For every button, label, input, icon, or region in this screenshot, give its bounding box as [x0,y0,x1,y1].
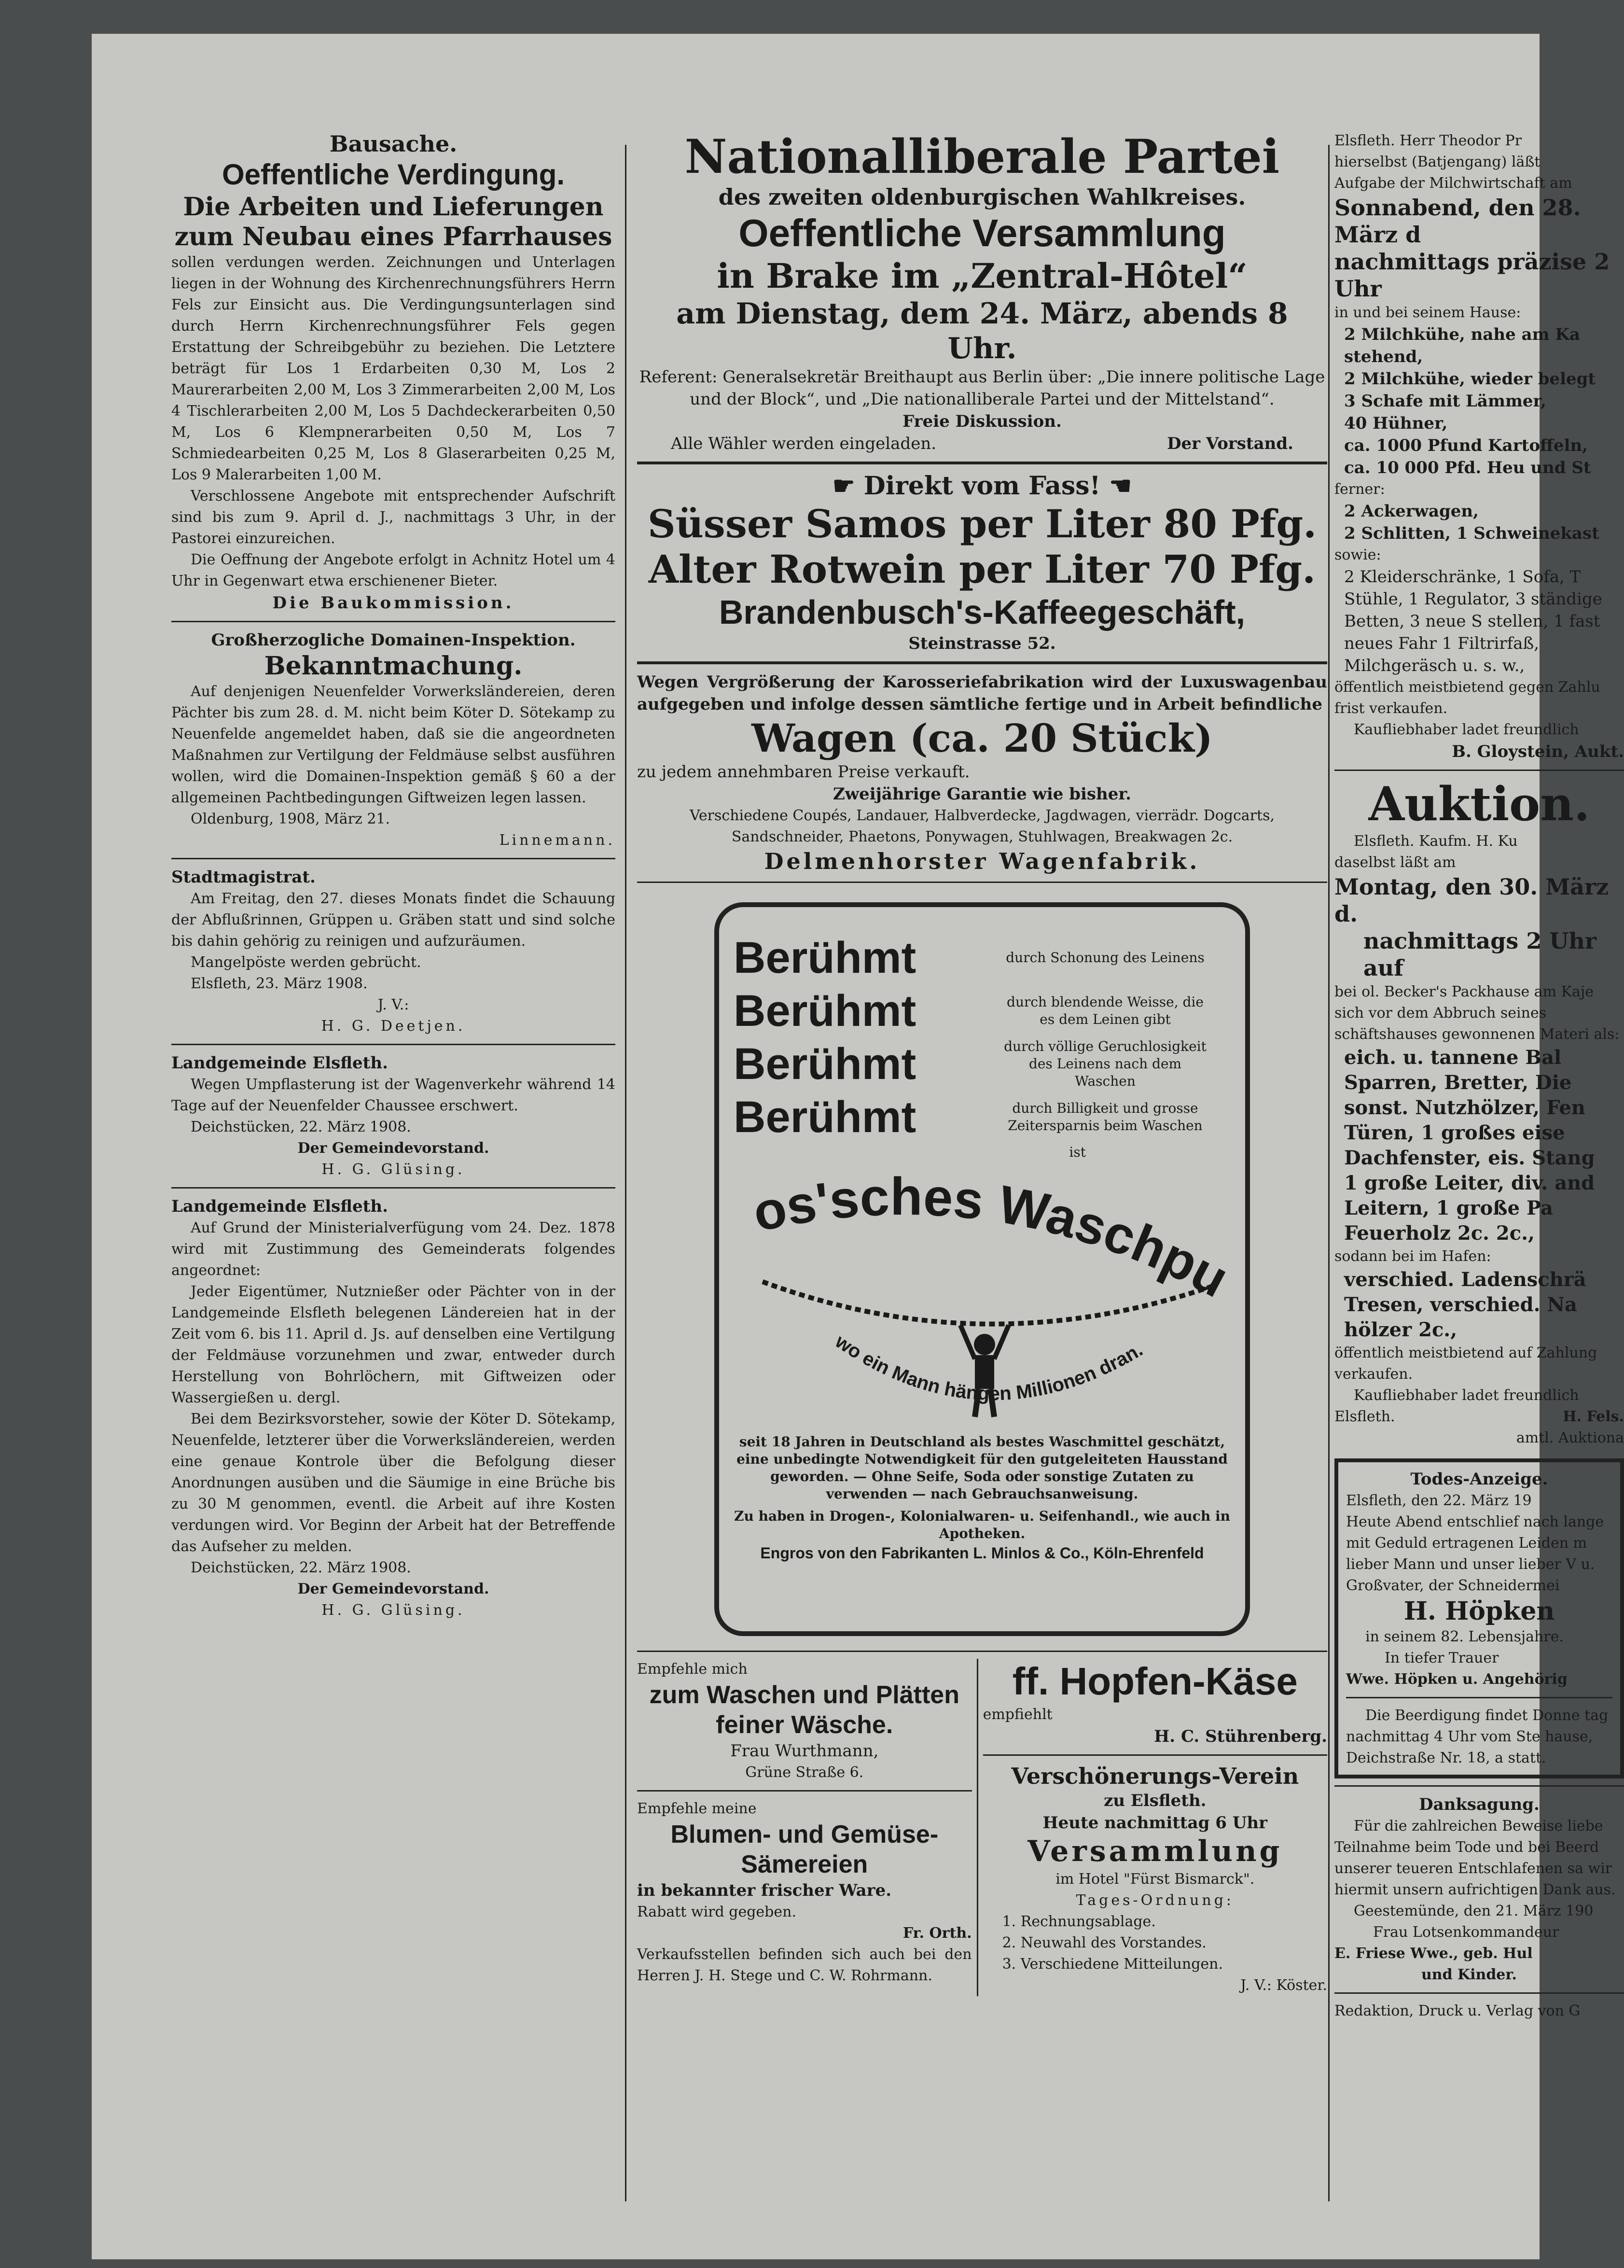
ad-heading: Wagen (ca. 20 Stück) [751,715,1213,761]
notice-text: in und bei seinem Hause: [1334,304,1521,321]
notice-text: Aufgabe der Milchwirtschaft am [1334,175,1572,192]
landgemeinde-notice-1 [171,1052,615,1180]
notice-heading: Danksagung. [1419,1795,1540,1814]
ad-signature: Delmenhorster Wagenfabrik. [764,848,1200,874]
notice-text: In tiefer Trauer [1385,1650,1499,1666]
notice-signature: H. G. Glüsing. [321,1161,465,1178]
notice-date: Deichstücken, 22. März 1908. [191,1559,411,1576]
notice-text: Frau Lotsenkommandeur [1373,1924,1559,1941]
auction-notice-1 [1334,130,1624,763]
notice-heading: Stadtmagistrat. [171,868,316,887]
ad-heading: Verschönerungs-Verein [1011,1763,1299,1789]
notice-text: Elsfleth, den 22. März 19 [1346,1492,1532,1509]
ad-signature: J. V.: Köster. [1240,1977,1327,1994]
notice-heading: Großherzogliche Domainen-Inspektion. [211,630,576,650]
ad-text: ist [1069,1144,1086,1160]
ad-text: Wegen Vergrößerung der Karosseriefabrikation wird der Luxuswagenbau aufgegeben und infolge dessen sämtliche fertige und in Arbeit befindliche [637,672,1327,714]
notice-heading: Landgemeinde Elsfleth. [171,1053,388,1073]
notice-signature: H. Fels. [1563,1408,1624,1425]
ad-reason: durch Schonung des Leinens [1006,950,1205,966]
notice-body: Auf Grund der Ministerialverfügung vom 24. Dez. 1878 wird mit Zustimmung des Gemeinderats folgendes angeordnet: [171,1219,615,1279]
landgemeinde-notice-2 [171,1195,615,1621]
auction-item: hölzer 2c., [1344,1318,1457,1341]
ad-text: zu Elsfleth. [1104,1791,1207,1810]
ad-signature: Fr. Orth. [902,1925,972,1942]
wagen-ad [637,671,1327,875]
notice-body: Auf denjenigen Neuenfelder Vorwerksländereien, deren Pächter bis zum 28. d. M. nicht beim Köter D. Sötekamp zu Neuenfelde angemeldet haben, daß sie die angeordneten Maßnahmen zur Vertilgung der Feldmäuse selbst ausführen wollen, wird die Domainen-Inspektion gemäß § 60 a der allgemeinen Pachtbedingungen Giftweizen legen lassen. [171,683,615,806]
auction-item: 2 Ackerwagen, [1344,502,1479,521]
blumen-ad [637,1798,972,1987]
chain-icon [763,1282,1211,1324]
notice-name: H. Höpken [1403,1596,1555,1626]
notice-place: Elsfleth. [1334,1408,1395,1425]
hopfen-ad [983,1659,1327,1748]
ad-word: Berühmt [734,1092,916,1142]
svg-text:Minlos'sches Waschpulver [734,1161,1235,1311]
notice-signature: B. Gloystein, Aukt. [1452,742,1624,761]
notice-signature: H. G. Glüsing. [321,1602,465,1619]
ad-price-line: Alter Rotwein per Liter 70 Pfg. [648,546,1316,592]
ad-name: Frau Wurthmann, [730,1741,879,1761]
divider [171,621,615,622]
ad-title: Nationalliberale Partei [684,129,1280,184]
ad-text: im Hotel "Fürst Bismarck". [1055,1871,1255,1888]
stadtmagistrat-notice [171,866,615,1037]
ad-heading: feiner Wäsche. [716,1711,893,1739]
auction-item: 2 Schlitten, 1 Schweinekast [1344,524,1599,543]
ad-price-line: Süsser Samos per Liter 80 Pfg. [647,501,1317,546]
ad-subtitle: des zweiten oldenburgischen Wahlkreises. [718,184,1246,210]
notice-heading: Oeffentliche Verdingung. [222,158,565,191]
ad-signature: H. C. Stührenberg. [1154,1727,1327,1746]
ad-heading: ☛ Direkt vom Fass! ☚ [832,471,1132,501]
notice-heading: Die Arbeiten und Lieferungen zum Neubau eines Pfarrhauses [174,192,612,252]
notice-title: Auktion. [1368,777,1590,831]
right-subcolumn [978,1659,1327,1996]
notice-signature: und Kinder. [1421,1966,1517,1983]
imprint: Redaktion, Druck u. Verlag von G [1334,2002,1581,2019]
notice-signature: E. Friese Wwe., geb. Hul [1334,1945,1533,1962]
auction-item: 2 Milchkühe, nahe am Ka stehend, [1344,325,1581,366]
notice-org: Der Gemeindevorstand. [297,1581,489,1597]
notice-heading: nachmittags 2 Uhr auf [1363,928,1597,981]
ad-text: Verschiedene Coupés, Landauer, Halbverdecke, Jagdwagen, vierrädr. Dogcarts, Sandschneider, Phaetons, Ponywagen, Stuhlwagen, Breakwagen 2c. [689,807,1275,845]
ad-text: Alle Wähler werden eingeladen. [671,434,937,453]
nationalliberale-ad [637,130,1327,455]
ad-text: Rabatt wird gegeben. [637,1904,796,1920]
ad-text: Freie Diskussion. [902,412,1062,431]
notice-text: öffentlich meistbietend auf Zahlung verkaufen. [1334,1344,1597,1383]
newspaper-page [92,34,1624,2259]
ad-heading: in Brake im „Zentral-Hôtel“ [717,256,1248,296]
notice-heading: Sonnabend, den 28. März d [1334,195,1581,248]
ad-text: in bekannter frischer Ware. [637,1881,892,1900]
bausache-notice [171,130,615,614]
notice-body: Bei dem Bezirksvorsteher, sowie der Köter D. Sötekamp, Neuenfelde, letzterer über die Vorwerksländereien, werden eine genaue Kontrole über die Befolgung dieser Anordnungen ausüben und die Säumige in eine Brüche bis zu 30 M genommen, eventl. die Arbeit auf ihre Kosten verdungen wird. Vor Beginn der Arbeit hat der Betreffende das Aufseher zu melden. [171,1411,615,1555]
divider [1334,770,1624,771]
notice-org: Der Gemeindevorstand. [297,1140,489,1157]
divider [983,1754,1327,1756]
divider [637,1790,972,1792]
ad-word: Berühmt [734,986,916,1036]
notice-text: Die Beerdigung findet Donne tag nachmittag 4 Uhr vom Ste hause, Deichstraße Nr. 18, a statt. [1346,1707,1609,1766]
divider [637,462,1327,464]
death-notice [1334,1458,1624,1778]
ad-text: Engros von den Fabrikanten L. Minlos & Co., Köln-Ehrenfeld [760,1544,1204,1562]
auction-item: Sparren, Bretter, Die [1344,1071,1572,1094]
notice-text: Kaufliebhaber ladet freundlich [1354,1387,1579,1404]
ad-text: Zweijährige Garantie wie bisher. [833,784,1132,804]
notice-signature: H. G. Deetjen. [321,1018,466,1035]
agenda-item: 3. Verschiedene Mitteilungen. [1002,1956,1223,1973]
divider [637,661,1327,664]
notice-heading: Landgemeinde Elsfleth. [171,1197,388,1216]
notice-text: Für die zahlreichen Beweise liebe Teilnahme beim Tode und bei Beerd unserer teueren Entschlafenen sa wir hiermit unsern aufrichtigen Dank aus. [1334,1818,1616,1898]
notice-heading: Todes-Anzeige. [1410,1470,1548,1489]
ad-text: Heute nachmittag 6 Uhr [1042,1813,1268,1833]
notice-text: Kaufliebhaber ladet freundlich [1354,721,1579,738]
notice-body: Mangelpöste werden gebrücht. [191,954,421,971]
notice-body: Wegen Umpflasterung ist der Wagenverkehr während 14 Tage auf der Neuenfelder Chaussee erschwert. [171,1076,615,1114]
column-center [637,130,1327,2230]
ad-text: Empfehle meine [637,1800,757,1817]
auction-item: eich. u. tannene Bal [1344,1046,1562,1069]
ad-address: Steinstrasse 52. [908,634,1056,653]
notice-heading: Bekanntmachung. [264,651,523,681]
ad-word: Berühmt [734,933,916,982]
wasch-ad [637,1659,972,1783]
notice-date: Oldenburg, 1908, März 21. [191,811,390,827]
divider [171,1044,615,1045]
notice-body: Die Oeffnung der Angebote erfolgt in Achnitz Hotel um 4 Uhr in Gegenwart etwa erschienener Bieter. [171,551,615,589]
ad-signature: Der Vorstand. [1167,434,1293,453]
divider [171,1187,615,1189]
divider [1334,1785,1624,1787]
ad-word: Berühmt [734,1039,916,1089]
column-right [1334,130,1624,2230]
notice-date: Deichstücken, 22. März 1908. [191,1119,411,1135]
ad-reason: durch blendende Weisse, die es dem Leinen gibt [1007,994,1204,1027]
ad-heading: Blumen- und Gemüse-Sämereien [670,1820,939,1878]
minlos-ad [714,902,1250,1636]
ad-text: seit 18 Jahren in Deutschland als bestes Waschmittel geschätzt, eine unbedingte Notwendigkeit für den gutgeleiteten Hausstand geworden. — Ohne Seife, Soda oder sonstige Zutaten zu verwenden — nach Gebrauchsanweisung. [736,1434,1228,1502]
ad-reason: durch Billigkeit und grosse Zeitersparnis beim Waschen [1008,1100,1203,1134]
ad-address: Grüne Straße 6. [745,1764,864,1781]
ad-text: Verkaufsstellen befinden sich auch bei den Herren J. H. Stege und C. W. Rohrmann. [637,1946,972,1984]
ad-heading: am Dienstag, dem 24. März, abends 8 Uhr. [676,297,1288,365]
notice-text: sodann bei im Hafen: [1334,1248,1491,1265]
ad-slogan: wo ein Mann hängen Millionen dran. [831,1330,1147,1405]
notice-date: Elsfleth, 23. März 1908. [191,975,368,992]
auction-item: 40 Hühner, [1344,414,1448,433]
notice-signature: Die Baukommission. [272,593,514,613]
notice-text: ferner: [1334,481,1385,498]
divider [171,858,615,859]
ad-text: Referent: Generalsekretär Breithaupt aus Berlin über: „Die innere politische Lage und der Block“, und „Die nationalliberale Partei und der Mittelstand“. [639,367,1325,409]
notice-signature: Wwe. Höpken u. Angehörig [1346,1671,1568,1688]
auction-item: sonst. Nutzhölzer, Fen [1344,1096,1585,1119]
thanks-notice [1334,1793,1624,1986]
ad-text: empfiehlt [983,1706,1053,1723]
ad-text: zu jedem annehmbaren Preise verkauft. [637,762,970,782]
agenda-item: 2. Neuwahl des Vorstandes. [1002,1934,1207,1951]
ad-brand: Minlos'sches Waschpulver [748,1167,1235,1309]
notice-date: Geestemünde, den 21. März 190 [1354,1903,1594,1919]
notice-text: in seinem 82. Lebensjahre. [1365,1628,1564,1645]
notice-signature: amtl. Auktiona [1516,1429,1624,1446]
column-rule [1328,145,1330,2201]
ad-heading: ff. Hopfen-Käse [1012,1660,1298,1703]
auction-item: 2 Milchkühe, wieder belegt [1344,369,1596,389]
notice-text: öffentlich meistbietend gegen Zahlu frist verkaufen. [1334,679,1600,717]
auction-item: Feuerholz 2c. 2c., [1344,1222,1535,1245]
auction-item: Tresen, verschied. Na [1344,1293,1577,1316]
ad-heading: zum Waschen und Plätten [649,1681,959,1709]
auction-item: Dachfenster, eis. Stang [1344,1147,1595,1169]
notice-text: 2 Kleiderschränke, 1 Sofa, T Stühle, 1 Regulator, 3 ständige Betten, 3 neue S stellen, 1 fast neues Fahr 1 Filtrirfaß, Milchgeräsch u. s. w., [1344,567,1602,675]
wine-ad [637,471,1327,655]
domaenen-notice [171,629,615,851]
notice-text: sowie: [1334,546,1381,563]
notice-text: hierselbst (Batjengang) läßt [1334,154,1541,170]
agenda-item: 1. Rechnungsablage. [1002,1913,1156,1930]
auction-item: Leitern, 1 große Pa [1344,1197,1553,1219]
ad-heading: Oeffentliche Versammlung [738,211,1226,254]
divider [1334,1992,1624,1994]
auction-item: 3 Schafe mit Lämmer, [1344,392,1546,411]
notice-iv: J. V.: [377,996,409,1013]
notice-body: Am Freitag, den 27. dieses Monats findet die Schauung der Abflußrinnen, Grüppen u. Gräben statt und sind solche bis dahin gehörig zu reinigen und aufzuräumen. [171,890,615,950]
ad-text: Tages-Ordnung: [1076,1892,1235,1909]
ad-text: Zu haben in Drogen-, Kolonialwaren- u. Seifenhandl., wie auch in Apotheken. [734,1508,1230,1541]
notice-heading: nachmittags präzise 2 Uhr [1334,249,1610,302]
divider [637,1651,1327,1652]
ad-text: Empfehle mich [637,1661,748,1678]
notice-body: sollen verdungen werden. Zeichnungen und Unterlagen liegen in der Wohnung des Kirchenrechnungsführers Herrn Fels zur Einsicht aus. Die Verdingungsunterlagen sind durch Herrn Kirchenrechnungsführer Fels gegen Erstattung der Schreibgebühr zu beziehen. Die Letztere beträgt für Los 1 Erdarbeiten 0,30 M, Los 2 Maurerarbeiten 2,00 M, Los 3 Zimmerarbeiten 2,00 M, Los 4 Tischlerarbeiten 2,00 M, Los 5 Dachdeckerarbeiten 0,50 M, Los 6 Klempnerarbeiten 0,50 M, Los 7 Schmiedearbeiten 0,25 M, Los 8 Glaserarbeiten 0,25 M, Los 9 Malerarbeiten 1,00 M. [171,254,615,483]
left-subcolumn [637,1659,978,1996]
divider [637,882,1327,883]
ad-reason: durch völlige Geruchlosigkeit des Leinens nach dem Waschen [1004,1038,1207,1089]
notice-signature: Linnemann. [499,832,615,849]
notice-text: Elsfleth. Kaufm. H. Ku [1354,833,1518,850]
auction-item: 1 große Leiter, div. and [1344,1172,1595,1194]
verein-ad [983,1763,1327,1996]
notice-heading: Montag, den 30. März d. [1334,874,1609,927]
auction-notice-2 [1334,778,1624,1449]
notice-body: Verschlossene Angebote mit entsprechender Aufschrift sind bis zum 9. April d. J., nachmittags 3 Uhr, in der Pastorei einzureichen. [171,488,615,547]
minlos-illustration [734,1161,1235,1431]
notice-heading: Bausache. [329,131,458,157]
notice-text: daselbst läßt am [1334,854,1456,871]
notice-text: bei ol. Becker's Packhause am Kaje sich vor dem Abbruch seines schäftshauses gewonnenen Materi als: [1334,983,1620,1043]
divider [1346,1697,1612,1698]
ad-shop: Brandenbusch's-Kaffeegeschäft, [719,593,1246,631]
ad-heading: Versammlung [1027,1834,1283,1868]
notice-text: Heute Abend entschlief nach lange mit Geduld ertragenen Leiden m lieber Mann und unser lieber V u. Großvater, der Schneidermei [1346,1513,1604,1594]
auction-item: ca. 10 000 Pfd. Heu und St [1344,458,1591,477]
auction-item: ca. 1000 Pfund Kartoffeln, [1344,436,1588,455]
auction-item: verschied. Ladenschrä [1344,1268,1586,1291]
auction-item: Türen, 1 großes eise [1344,1121,1565,1144]
notice-text: Elsfleth. Herr Theodor Pr [1334,132,1522,149]
ad-heading-text: Direkt vom Fass! [863,471,1101,501]
notice-body: Jeder Eigentümer, Nutznießer oder Pächter von in der Landgemeinde Elsfleth belegenen Ländereien hat in der Zeit vom 6. bis 11. April d. Js. auf denselben eine Vertilgung der Feldmäuse vorzunehmen und zwar, entweder durch Herstellung von Bohrlöchern, mit Giftweizen oder Wassergießen u. dergl. [171,1283,615,1406]
column-rule [625,145,626,2201]
column-left [171,130,615,2230]
